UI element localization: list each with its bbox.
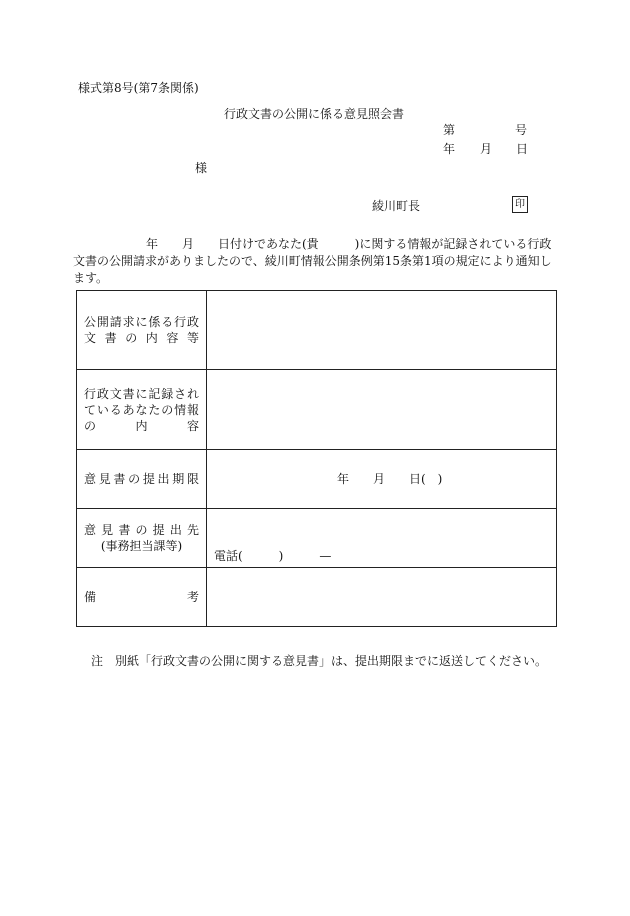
date-month: 月 xyxy=(480,142,493,156)
notice-body xyxy=(73,236,556,287)
form-id: 様式第8号(第7条関係) xyxy=(78,81,199,95)
row-label-destination: 意見書の提出先 (事務担当課等) xyxy=(77,509,207,568)
row-value-recorded-info xyxy=(207,370,557,450)
notice-line-3: ます。 xyxy=(73,271,109,285)
addressee-suffix: 様 xyxy=(195,161,208,175)
seal-mark: 印 xyxy=(512,196,528,213)
date-year: 年 xyxy=(443,142,456,156)
row-label-request-content: 公開請求に係る行政文書の内容等 xyxy=(77,291,207,370)
table-row xyxy=(77,370,557,450)
table-row xyxy=(77,291,557,370)
document-title: 行政文書の公開に係る意見照会書 xyxy=(224,107,405,121)
phone-field: 電話( ) — xyxy=(214,548,332,563)
row-value-destination xyxy=(207,509,557,568)
info-table xyxy=(76,290,557,627)
deadline-date: 年 月 日( ) xyxy=(337,472,443,486)
footnote: 注 別紙「行政文書の公開に関する意見書」は、提出期限までに返送してください。 xyxy=(91,654,548,668)
row-label-remarks: 備 考 xyxy=(77,568,207,627)
date-day: 日 xyxy=(516,142,529,156)
row-label-recorded-info: 行政文書に記録されているあなたの情報の内容 xyxy=(77,370,207,450)
row-value-request-content xyxy=(207,291,557,370)
number-suffix: 号 xyxy=(515,123,528,137)
table-row xyxy=(77,509,557,568)
row-value-remarks xyxy=(207,568,557,627)
table-row xyxy=(77,568,557,627)
notice-line-1: 年 月 日付けであなた(貴 )に関する情報が記録されている行政 xyxy=(146,237,552,251)
number-prefix: 第 xyxy=(443,123,456,137)
row-label-deadline: 意見書の提出期限 xyxy=(77,450,207,509)
notice-line-2: 文書の公開請求がありましたので、綾川町情報公開条例第15条第1項の規定により通知し xyxy=(73,254,552,268)
sender-name: 綾川町長 xyxy=(372,199,421,213)
table-row xyxy=(77,450,557,509)
row-value-deadline xyxy=(207,450,557,509)
